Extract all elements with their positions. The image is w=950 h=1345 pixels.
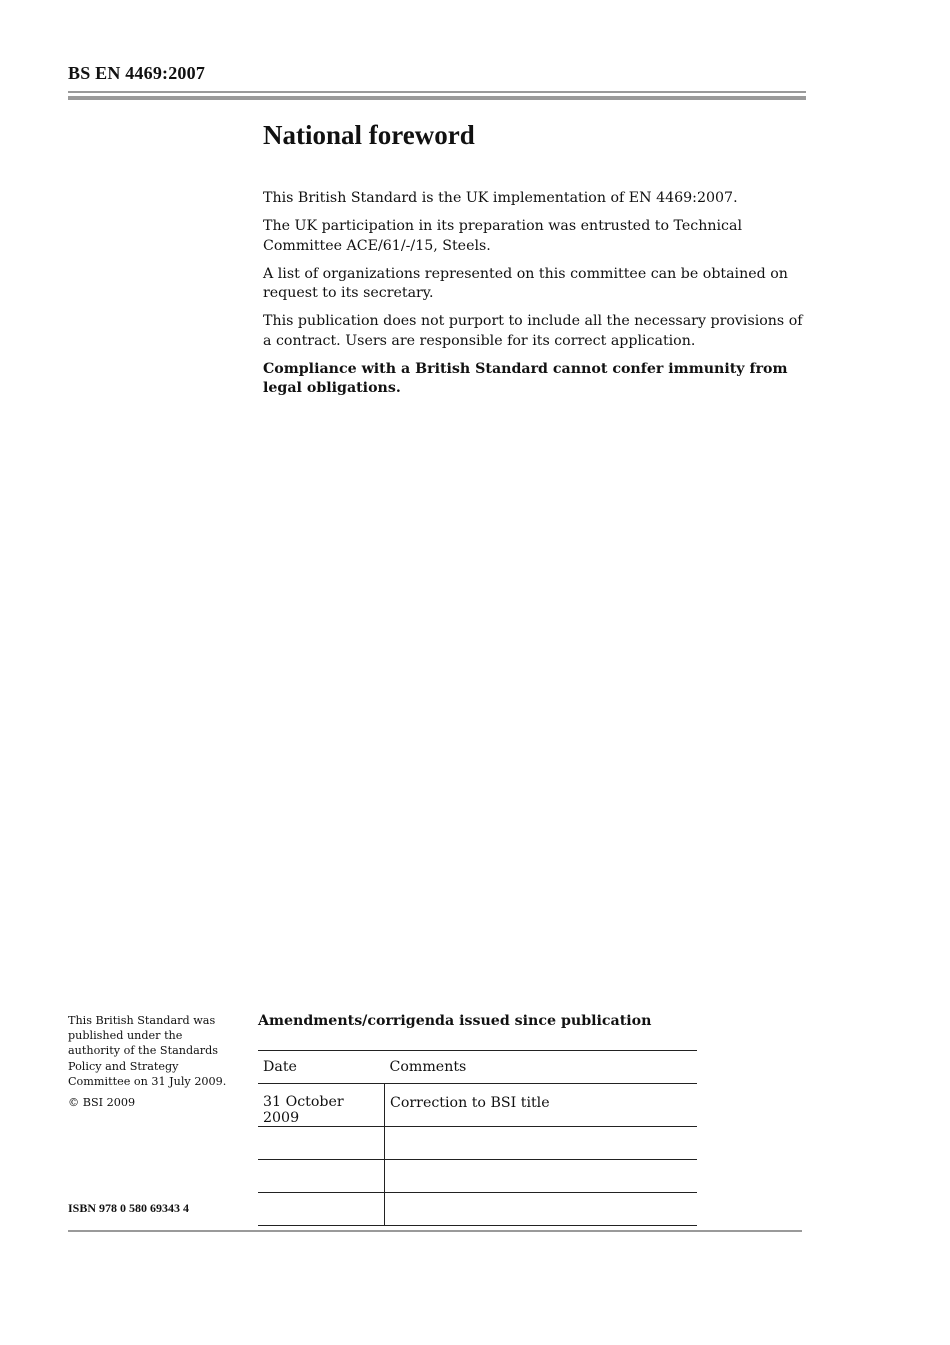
amendment-date [258, 1160, 385, 1193]
table-row [258, 1084, 697, 1127]
amendment-comment: Correction to BSI title [385, 1084, 698, 1127]
paragraph-participation: The UK participation in its preparation was entrusted to Technical Committee ACE/61/-/15, Steels. [263, 218, 742, 254]
amendment-date [258, 1127, 385, 1160]
header-rule-thick [68, 96, 806, 100]
publication-sidebar [68, 1013, 233, 1116]
copyright-note: © BSI 2009 [68, 1096, 136, 1110]
publication-note: This British Standard was published under the authority of the Standards Policy and Strategy Committee on 31 July 2009. [68, 1014, 227, 1088]
isbn-number: ISBN 978 0 580 69343 4 [68, 1201, 190, 1215]
amendments-table [258, 1050, 697, 1226]
page-title: National foreword [263, 120, 475, 150]
foreword-body [263, 189, 808, 407]
table-row [258, 1193, 697, 1226]
header-rule-thin [68, 91, 806, 93]
document-code: BS EN 4469:2007 [68, 63, 206, 83]
paragraph-implementation: This British Standard is the UK implementation of EN 4469:2007. [263, 190, 738, 206]
table-row [258, 1127, 697, 1160]
compliance-note: Compliance with a British Standard cannot confer immunity from legal obligations. [263, 360, 788, 396]
table-row [258, 1160, 697, 1193]
amendment-comment [385, 1160, 698, 1193]
column-header-date: Date [258, 1051, 385, 1084]
amendment-comment [385, 1193, 698, 1226]
amendment-date: 31 October 2009 [258, 1084, 385, 1127]
paragraph-provisions: This publication does not purport to include all the necessary provisions of a contract. Users are responsible for its correct application. [263, 313, 803, 349]
footer-rule [68, 1230, 802, 1232]
amendment-date [258, 1193, 385, 1226]
column-header-comments: Comments [385, 1051, 698, 1084]
amendment-comment [385, 1127, 698, 1160]
paragraph-organizations: A list of organizations represented on this committee can be obtained on request to its secretary. [263, 265, 788, 301]
amendments-title: Amendments/corrigenda issued since publication [258, 1013, 652, 1029]
table-header-row [258, 1051, 697, 1084]
